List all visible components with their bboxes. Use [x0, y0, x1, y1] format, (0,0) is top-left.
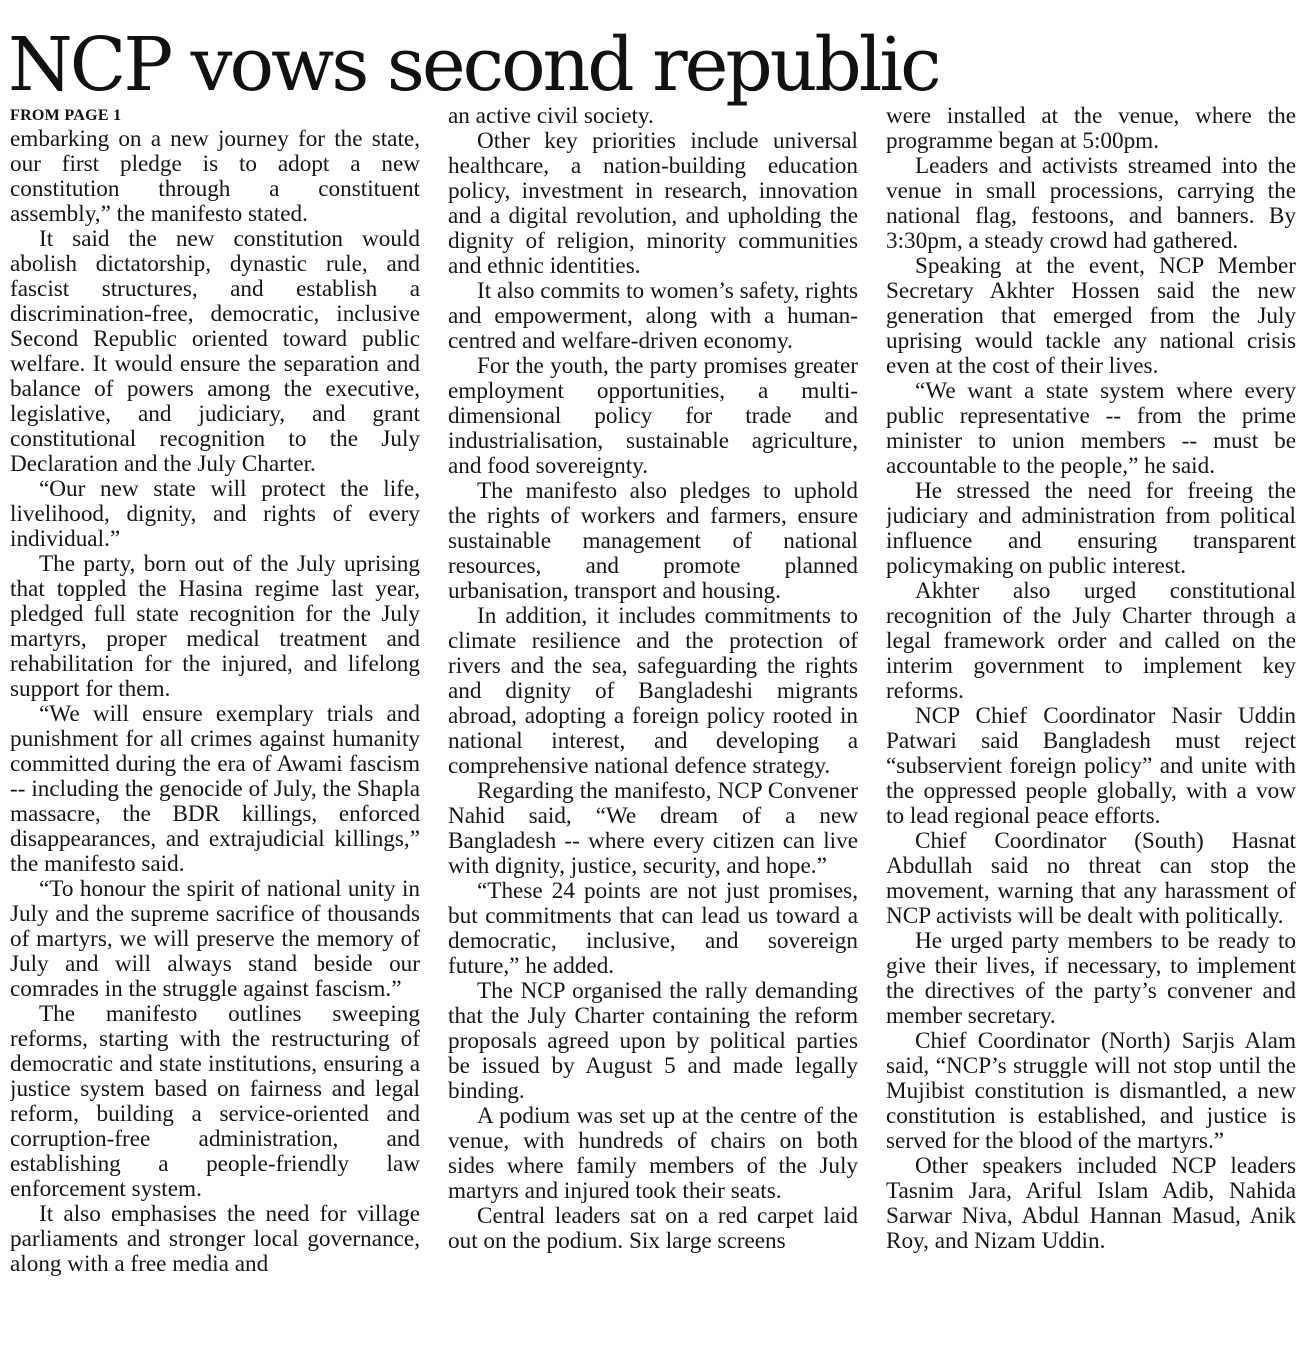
- continuation-kicker: FROM PAGE 1: [10, 107, 122, 124]
- paragraph: The manifesto outlines sweeping reforms, starting with the restructuring of democratic and state institutions, ensuring a justice system based on fairness and legal reform, building a service-oriented and corruption-free administration, and establishing a people-friendly law enforcement system.: [10, 1001, 420, 1202]
- headline: NCP vows second republic: [8, 22, 939, 108]
- paragraph: Speaking at the event, NCP Member Secretary Akhter Hossen said the new generation that emerged from the July uprising would tackle any national crisis even at the cost of their lives.: [886, 253, 1296, 379]
- paragraph: It also commits to women’s safety, rights and empowerment, along with a human-centred and welfare-driven economy.: [448, 278, 858, 354]
- paragraph: Chief Coordinator (South) Hasnat Abdullah said no threat can stop the movement, warning that any harassment of NCP activists will be dealt with politically.: [886, 828, 1296, 929]
- paragraph: “These 24 points are not just promises, but commitments that can lead us toward a democratic, inclusive, and sovereign future,” he added.: [448, 878, 858, 979]
- paragraph: “To honour the spirit of national unity in July and the supreme sacrifice of thousands of martyrs, we will preserve the memory of July and will always stand beside our comrades in the struggle against fascism.”: [10, 876, 420, 1002]
- paragraph: It said the new constitution would abolish dictatorship, dynastic rule, and fascist structures, and establish a discrimination-free, democratic, inclusive Second Republic oriented toward public welfare. It would ensure the separation and balance of powers among the executive, legislative, and judiciary, and grant constitutional recognition to the July Declaration and the July Charter.: [10, 226, 420, 477]
- paragraph: were installed at the venue, where the programme began at 5:00pm.: [886, 104, 1296, 154]
- paragraph: “We want a state system where every public representative -- from the prime minister to union members -- must be accountable to the people,” he said.: [886, 378, 1296, 479]
- paragraph: In addition, it includes commitments to climate resilience and the protection of rivers and the sea, safeguarding the rights and dignity of Bangladeshi migrants abroad, adopting a foreign policy rooted in national interest, and developing a comprehensive national defence strategy.: [448, 603, 858, 779]
- paragraph: Leaders and activists streamed into the venue in small processions, carrying the national flag, festoons, and banners. By 3:30pm, a steady crowd had gathered.: [886, 153, 1296, 254]
- paragraph: For the youth, the party promises greater employment opportunities, a multi-dimensional policy for trade and industrialisation, sustainable agriculture, and food sovereignty.: [448, 353, 858, 479]
- paragraph: Chief Coordinator (North) Sarjis Alam said, “NCP’s struggle will not stop until the Mujibist constitution is dismantled, a new constitution is established, and justice is served for the blood of the martyrs.”: [886, 1028, 1296, 1154]
- paragraph: Central leaders sat on a red carpet laid out on the podium. Six large screens: [448, 1203, 858, 1254]
- paragraph: Other speakers included NCP leaders Tasnim Jara, Ariful Islam Adib, Nahida Sarwar Niva, Abdul Hannan Masud, Anik Roy, and Nizam Uddin.: [886, 1153, 1296, 1254]
- article-column-2: [448, 104, 858, 1344]
- paragraph: He stressed the need for freeing the judiciary and administration from political influence and ensuring transparent policymaking on public interest.: [886, 478, 1296, 579]
- paragraph: The party, born out of the July uprising that toppled the Hasina regime last year, pledged full state recognition for the July martyrs, proper medical treatment and rehabilitation for the injured, and lifelong support for them.: [10, 551, 420, 702]
- paragraph: an active civil society.: [448, 104, 654, 129]
- paragraph: It also emphasises the need for village parliaments and stronger local governance, along with a free media and: [10, 1201, 420, 1277]
- paragraph: “Our new state will protect the life, livelihood, dignity, and rights of every individual.”: [10, 476, 420, 552]
- paragraph: Akhter also urged constitutional recognition of the July Charter through a legal framework order and called on the interim government to implement key reforms.: [886, 578, 1296, 704]
- paragraph: Regarding the manifesto, NCP Convener Nahid said, “We dream of a new Bangladesh -- where every citizen can live with dignity, justice, security, and hope.”: [448, 778, 858, 879]
- paragraph: NCP Chief Coordinator Nasir Uddin Patwari said Bangladesh must reject “subservient foreign policy” and unite with the oppressed people globally, with a vow to lead regional peace efforts.: [886, 703, 1296, 829]
- paragraph: He urged party members to be ready to give their lives, if necessary, to implement the directives of the party’s convener and member secretary.: [886, 928, 1296, 1029]
- paragraph: The NCP organised the rally demanding that the July Charter containing the reform proposals agreed upon by political parties be issued by August 5 and made legally binding.: [448, 978, 858, 1104]
- paragraph: The manifesto also pledges to uphold the rights of workers and farmers, ensure sustainable management of national resources, and promote planned urbanisation, transport and housing.: [448, 478, 858, 604]
- paragraph: Other key priorities include universal healthcare, a nation-building education policy, investment in research, innovation and a digital revolution, and upholding the dignity of religion, minority communities and ethnic identities.: [448, 128, 858, 279]
- article-column-3: [886, 104, 1296, 1344]
- paragraph: “We will ensure exemplary trials and punishment for all crimes against humanity committed during the era of Awami fascism -- including the genocide of July, the Shapla massacre, the BDR killings, enforced disappearances, and extrajudicial killings,” the manifesto said.: [10, 701, 420, 877]
- paragraph: embarking on a new journey for the state, our first pledge is to adopt a new constitution through a constituent assembly,” the manifesto stated.: [10, 126, 420, 227]
- article-column-1: [10, 104, 420, 1344]
- paragraph: A podium was set up at the centre of the venue, with hundreds of chairs on both sides where family members of the July martyrs and injured took their seats.: [448, 1103, 858, 1204]
